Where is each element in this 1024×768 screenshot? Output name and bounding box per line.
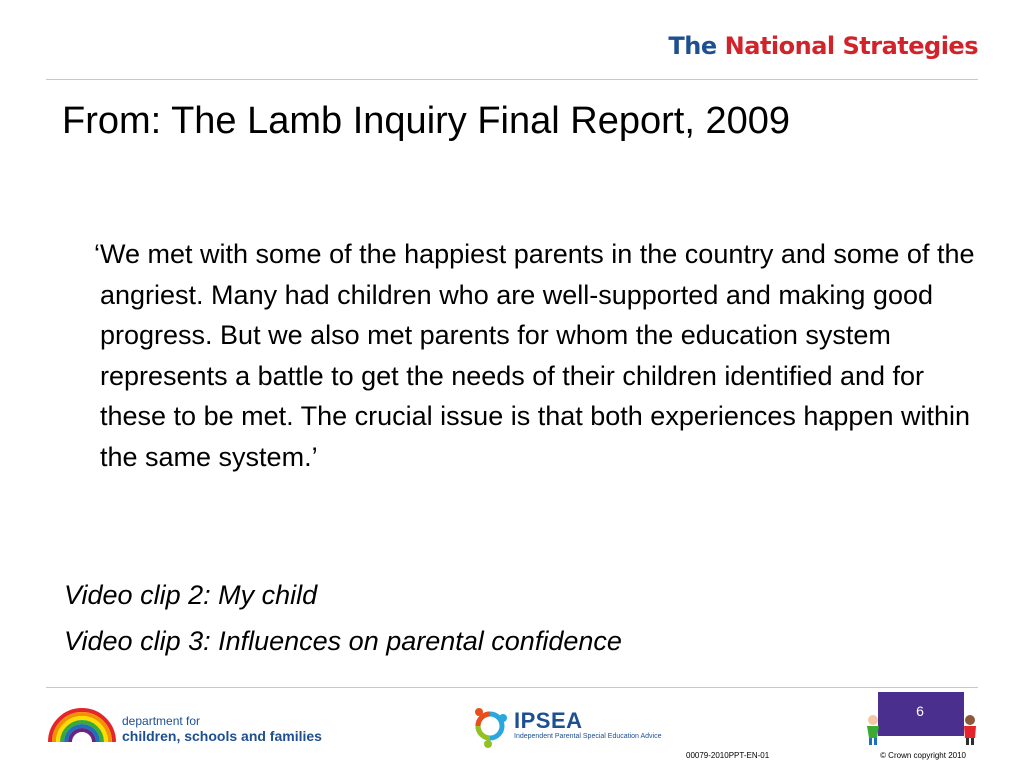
- ipsea-logo-icon: [470, 704, 510, 748]
- brand-name: National Strategies: [724, 32, 978, 60]
- ipsea-name: IPSEA: [514, 708, 583, 733]
- dcsf-wordmark: [122, 714, 322, 744]
- header-divider: [46, 79, 978, 80]
- national-strategies-logo: [668, 32, 978, 60]
- video-clip-3: Video clip 3: Influences on parental confidence: [64, 626, 622, 656]
- footer-divider: [46, 687, 978, 688]
- dept-line-1: department for: [122, 714, 201, 728]
- document-code: 00079-2010PPT-EN-01: [686, 751, 770, 760]
- inquiry-quote: ‘We met with some of the happiest parents in the country and some of the angriest. Many had children who are well-supported and making good progress. But we also met parents for whom the education system represents a battle to get the needs of their children identified and for these to be met. The crucial issue is that both experiences happen within the same system.’: [94, 239, 975, 472]
- slide-title: From: The Lamb Inquiry Final Report, 2009: [62, 100, 790, 142]
- dept-line-2: children, schools and families: [122, 728, 322, 744]
- copyright-notice: © Crown copyright 2010: [880, 751, 966, 760]
- brand-the: The: [668, 32, 717, 60]
- video-clip-2: Video clip 2: My child: [64, 580, 318, 610]
- page-number: 6: [916, 703, 924, 719]
- rainbow-logo-icon: [46, 706, 118, 744]
- ipsea-tagline: Independent Parental Special Education Advice: [514, 733, 662, 740]
